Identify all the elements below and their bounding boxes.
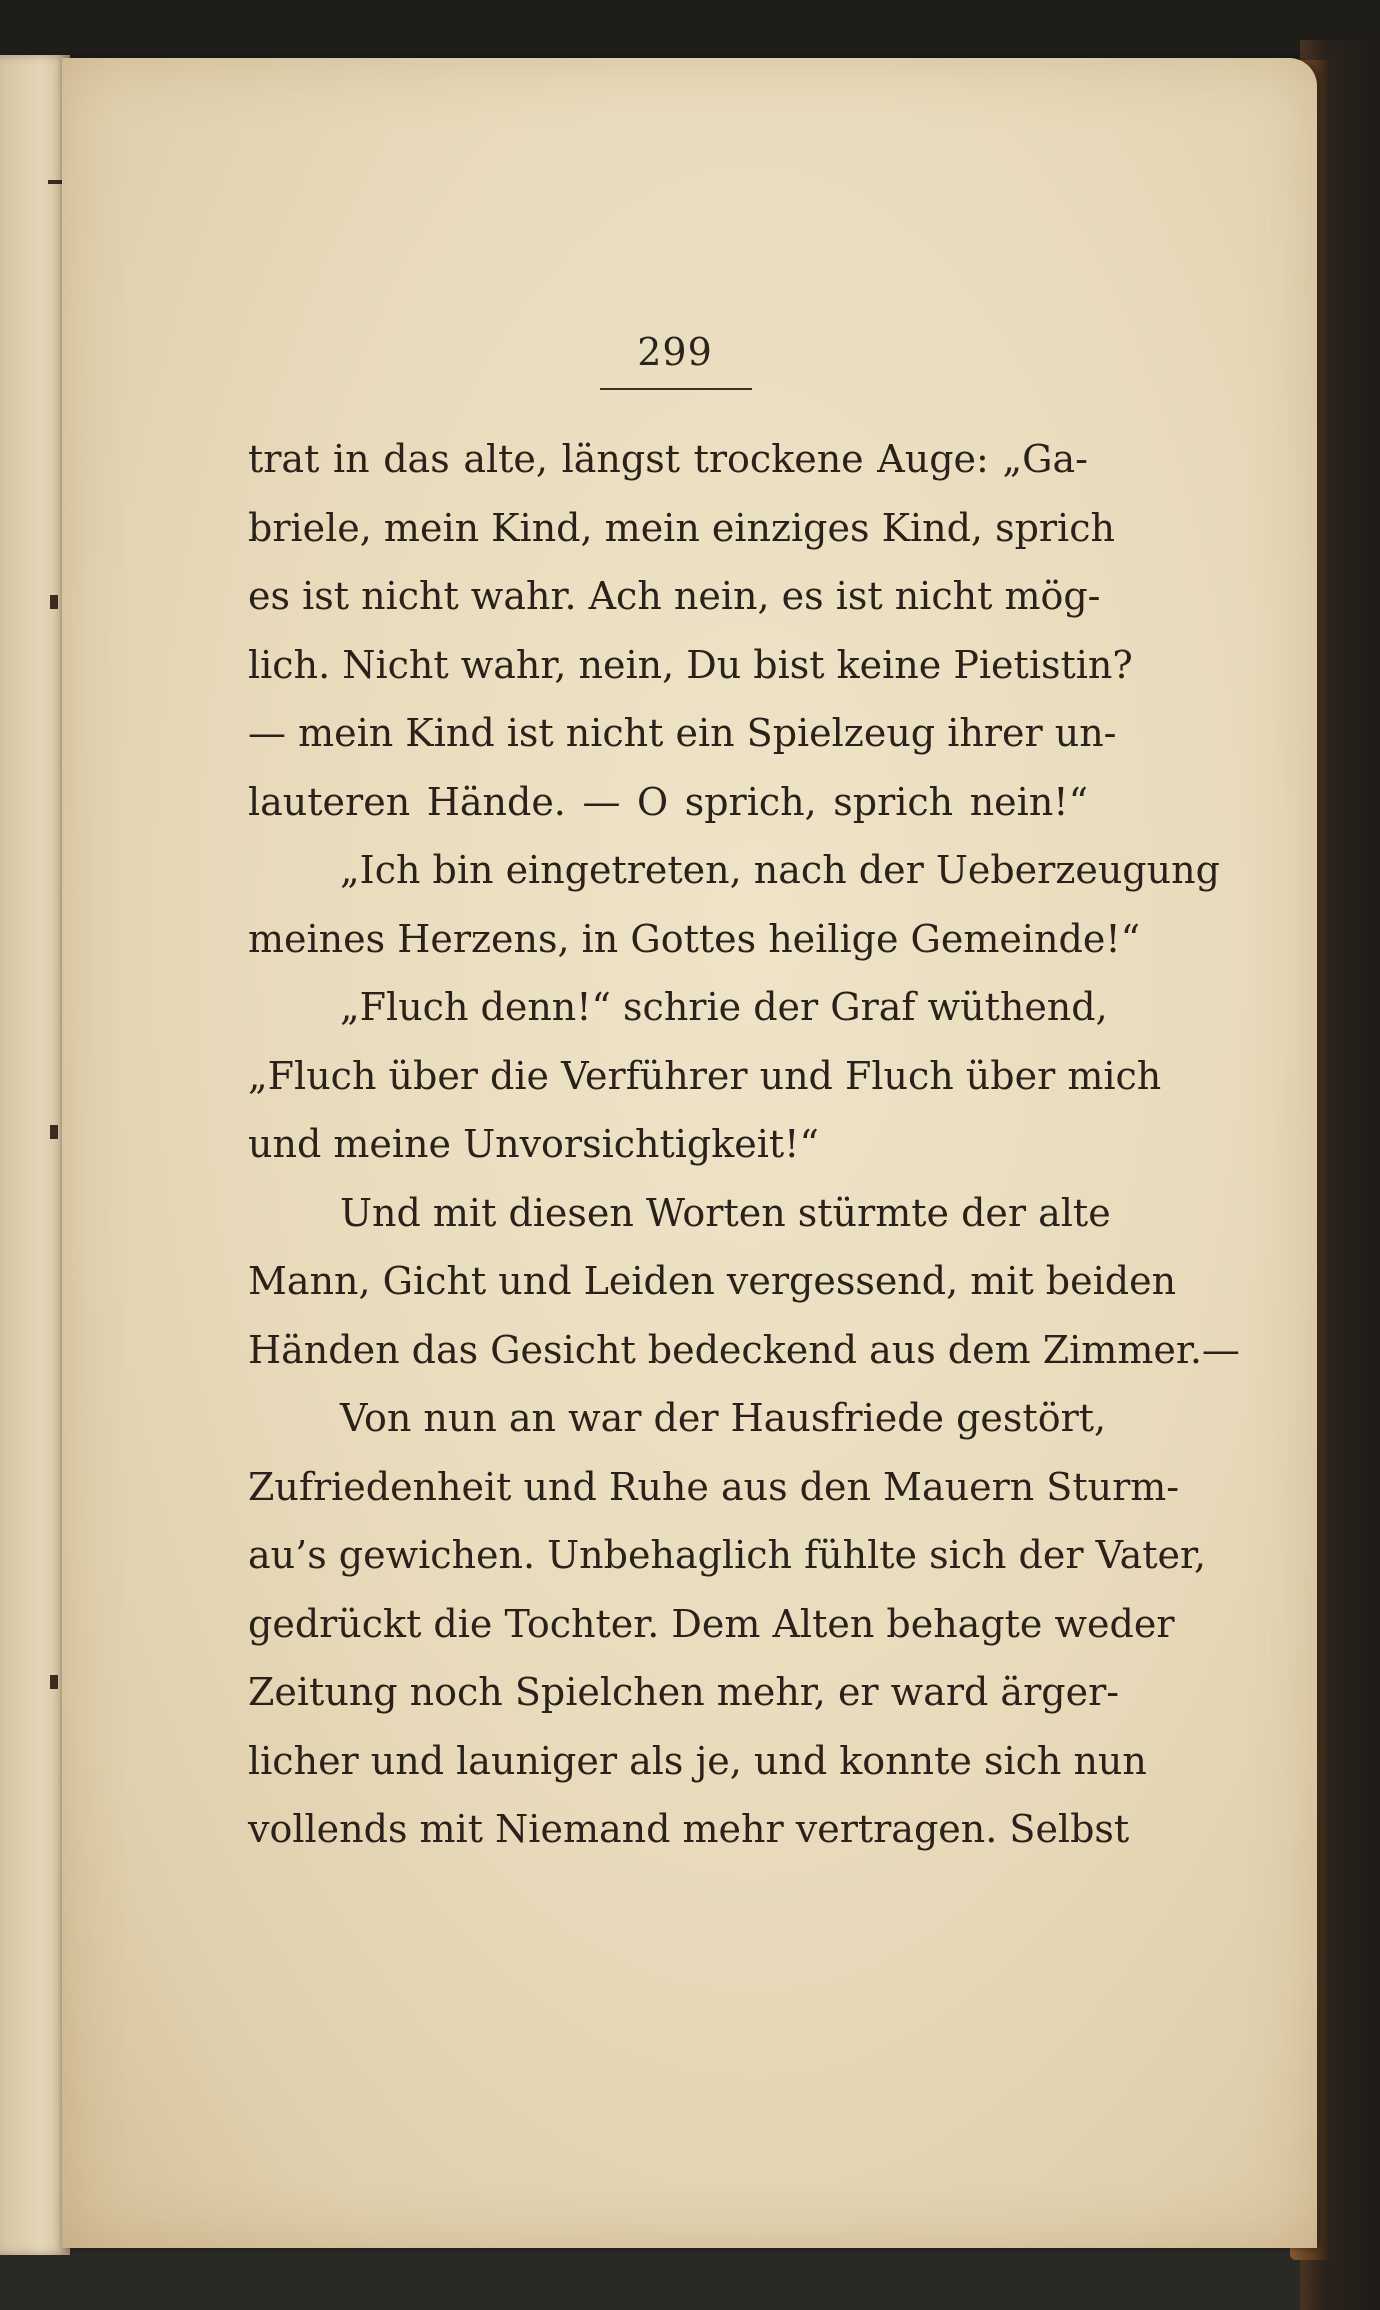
text-line: — mein Kind ist nicht ein Spielzeug ihrer un-	[248, 711, 1117, 755]
text-line: Zeitung noch Spielchen mehr, er ward ärger-	[248, 1670, 1120, 1714]
page-number: 299	[637, 330, 713, 374]
text-line: gedrückt die Tochter. Dem Alten behagte weder	[248, 1601, 1175, 1646]
facing-page-edge	[0, 55, 70, 2255]
text-line: trat in das alte, längst trockene Auge: „Ga-	[248, 437, 1088, 481]
text-line: meines Herzens, in Gottes heilige Gemeinde!“	[248, 916, 1141, 961]
page-text	[248, 425, 1240, 1864]
text-line: au’s gewichen. Unbehaglich fühlte sich der Vater,	[248, 1533, 1207, 1577]
text-line: Von nun an war der Hausfriede gestört,	[340, 1396, 1107, 1440]
page-mark	[50, 1125, 58, 1139]
text-line: vollends mit Niemand mehr vertragen. Selbst	[248, 1807, 1130, 1851]
page-mark	[50, 595, 58, 609]
text-line: „Fluch über die Verführer und Fluch über mich	[248, 1053, 1162, 1098]
text-line: licher und launiger als je, und konnte sich nun	[248, 1738, 1147, 1783]
text-line: briele, mein Kind, mein einziges Kind, sprich	[248, 505, 1115, 550]
text-line: Zufriedenheit und Ruhe aus den Mauern Sturm-	[248, 1464, 1180, 1509]
text-line: lauteren Hände. — O sprich, sprich nein!“	[248, 779, 1088, 824]
text-line: „Fluch denn!“ schrie der Graf wüthend,	[340, 985, 1108, 1029]
page-mark	[50, 1675, 58, 1689]
text-line: Und mit diesen Worten stürmte der alte	[340, 1190, 1111, 1235]
text-line: es ist nicht wahr. Ach nein, es ist nicht mög-	[248, 574, 1101, 618]
text-line: und meine Unvorsichtigkeit!“	[248, 1122, 819, 1166]
page-number-rule	[600, 388, 752, 390]
text-line: Mann, Gicht und Leiden vergessend, mit beiden	[248, 1259, 1177, 1303]
text-line: Händen das Gesicht bedeckend aus dem Zimmer.—	[248, 1327, 1240, 1372]
text-line: „Ich bin eingetreten, nach der Ueberzeugung	[340, 848, 1220, 892]
text-line: lich. Nicht wahr, nein, Du bist keine Pietistin?	[248, 642, 1133, 687]
page-mark	[48, 180, 62, 184]
